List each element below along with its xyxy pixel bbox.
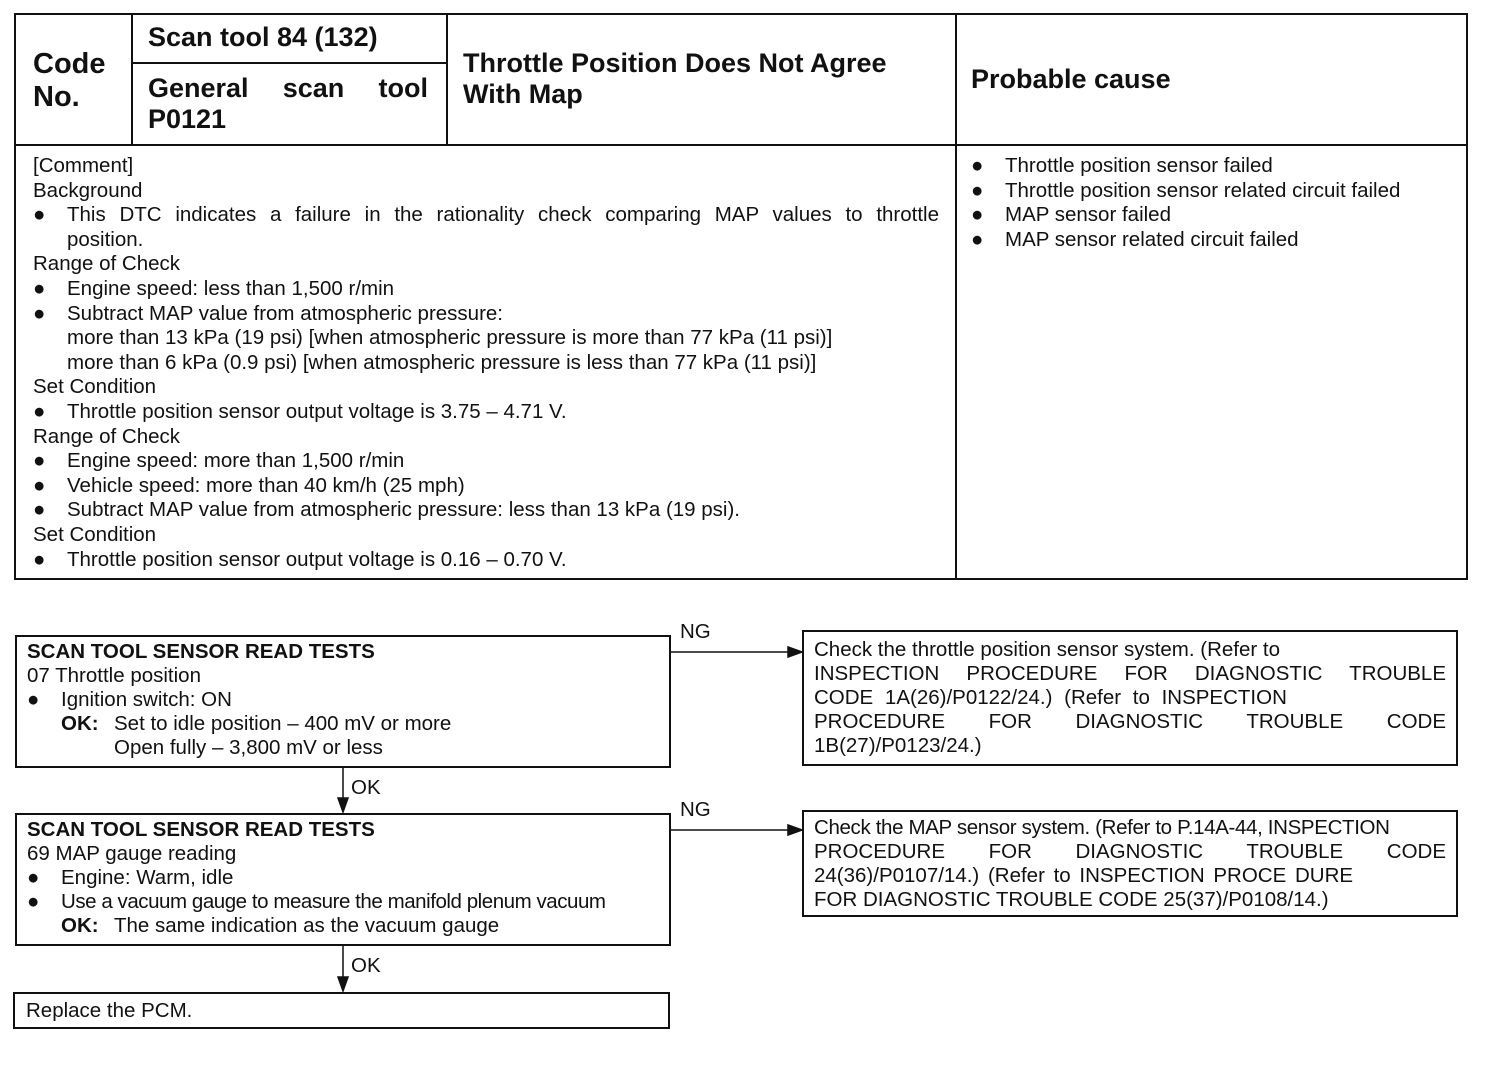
ng1-result-box — [802, 630, 1458, 766]
ng2-text-line: 24(36)/P0107/14.) (Refer to INSPECTION PROCE DURE — [814, 864, 1354, 887]
ng2-text-line: Check the MAP sensor system. (Refer to P.14A-44, INSPECTION — [814, 816, 1390, 839]
set-bullet: ● Throttle position sensor output voltage is 0.16 – 0.70 V. — [33, 547, 567, 571]
bullet-icon: ● — [971, 227, 984, 251]
dtc-title — [463, 48, 887, 110]
ng1-text-line: PROCEDURE FOR DIAGNOSTIC TROUBLE CODE — [814, 710, 1446, 733]
background-heading: Background — [33, 178, 143, 202]
bullet-icon: ● — [33, 276, 46, 300]
background-bullet-cont: position. — [67, 227, 144, 251]
set-condition-heading: Set Condition — [33, 375, 157, 399]
background-bullet: ● This DTC indicates a failure in the rationality check comparing MAP values to throttle — [33, 203, 939, 227]
ng2-result-box — [802, 810, 1458, 917]
dtc-title-line1: Throttle Position Does Not Agree — [463, 48, 887, 78]
step2-title: SCAN TOOL SENSOR READ TESTS — [27, 818, 375, 841]
col-divider-3 — [955, 13, 957, 580]
step2-item: 69 MAP gauge reading — [27, 842, 237, 865]
ng1-text-line: CODE 1A(26)/P0122/24.) (Refer to INSPECTION — [814, 686, 1287, 709]
ng1-arrowhead — [788, 647, 802, 657]
ng1-text-line: Check the throttle position sensor system. (Refer to — [814, 638, 1281, 661]
ng1-text-line: INSPECTION PROCEDURE FOR DIAGNOSTIC TROUBLE — [814, 662, 1446, 685]
bullet-icon: ● — [27, 688, 40, 711]
step2-bullet: ● Use a vacuum gauge to measure the manifold plenum vacuum — [27, 890, 606, 913]
step1-ok-line1: OK: Set to idle position – 400 mV or more — [61, 712, 452, 735]
ng2-text-line: FOR DIAGNOSTIC TROUBLE CODE 25(37)/P0108/14.) — [814, 888, 1329, 911]
bullet-icon: ● — [27, 890, 40, 913]
step2-ok-line: OK: The same indication as the vacuum gauge — [61, 914, 500, 937]
ok2-arrowhead — [338, 977, 348, 991]
ng1-label: NG — [680, 620, 711, 643]
bullet-icon: ● — [27, 866, 40, 889]
range-bullet: ● Engine speed: less than 1,500 r/min — [33, 276, 395, 300]
step1-title: SCAN TOOL SENSOR READ TESTS — [27, 640, 375, 663]
probable-cause-list — [971, 154, 1461, 252]
code-no-label — [33, 48, 106, 114]
range-of-check-heading: Range of Check — [33, 252, 181, 276]
step2-bullet: ● Engine: Warm, idle — [27, 866, 234, 889]
ok1-label: OK — [351, 776, 381, 799]
range-bullet-cont: more than 6 kPa (0.9 psi) [when atmospheric pressure is less than 77 kPa (11 psi)] — [67, 350, 817, 374]
final-action-text: Replace the PCM. — [26, 999, 193, 1022]
ok1-arrowhead — [338, 798, 348, 812]
code-label-line2: No. — [33, 81, 80, 113]
general-scan-tool-label: General scan tool — [148, 73, 428, 103]
ng2-arrowhead — [788, 825, 802, 835]
set-condition-heading: Set Condition — [33, 522, 157, 546]
range-of-check-heading: Range of Check — [33, 424, 181, 448]
bullet-icon: ● — [971, 154, 984, 177]
bullet-icon: ● — [33, 301, 46, 325]
col-divider-1 — [131, 13, 133, 145]
ng2-text-line: PROCEDURE FOR DIAGNOSTIC TROUBLE CODE — [814, 840, 1446, 863]
general-scan-tool-code — [148, 73, 428, 135]
comment-section — [33, 154, 939, 572]
range-bullet: ● Subtract MAP value from atmospheric pressure: — [33, 301, 503, 325]
general-scan-tool-value: P0121 — [148, 104, 227, 134]
bullet-icon: ● — [971, 178, 984, 202]
bullet-icon: ● — [33, 547, 46, 571]
header-divider — [14, 144, 1468, 146]
probable-cause-heading: Probable cause — [971, 64, 1171, 94]
cause-item: ● Throttle position sensor failed — [971, 154, 1273, 177]
cause-item: ● Throttle position sensor related circuit failed — [971, 178, 1401, 202]
step1-box — [15, 635, 671, 768]
dtc-title-line2: With Map — [463, 79, 583, 109]
bullet-icon: ● — [33, 473, 46, 497]
ok2-label: OK — [351, 954, 381, 977]
final-action-box — [13, 992, 670, 1029]
col-divider-2 — [446, 13, 448, 145]
set-bullet: ● Throttle position sensor output voltage is 3.75 – 4.71 V. — [33, 399, 567, 423]
comment-tag: [Comment] — [33, 154, 134, 177]
bullet-icon: ● — [971, 203, 984, 227]
ng1-text-line: 1B(27)/P0123/24.) — [814, 734, 982, 757]
range-bullet: ● Subtract MAP value from atmospheric pressure: less than 13 kPa (19 psi). — [33, 498, 741, 522]
scan-tool-divider — [131, 62, 447, 64]
bullet-icon: ● — [33, 498, 46, 522]
code-label-line1: Code — [33, 48, 106, 80]
bullet-icon: ● — [33, 399, 46, 423]
range-bullet: ● Engine speed: more than 1,500 r/min — [33, 449, 405, 473]
bullet-icon: ● — [33, 449, 46, 473]
step2-box — [15, 813, 671, 946]
bullet-icon: ● — [33, 203, 46, 227]
scan-tool-code: Scan tool 84 (132) — [148, 22, 378, 52]
range-bullet-cont: more than 13 kPa (19 psi) [when atmospheric pressure is more than 77 kPa (11 psi)] — [67, 326, 833, 350]
ng2-label: NG — [680, 798, 711, 821]
cause-item: ● MAP sensor failed — [971, 203, 1171, 227]
range-bullet: ● Vehicle speed: more than 40 km/h (25 mph) — [33, 473, 465, 497]
step1-bullet: ● Ignition switch: ON — [27, 688, 232, 711]
cause-item: ● MAP sensor related circuit failed — [971, 227, 1299, 251]
step1-item: 07 Throttle position — [27, 664, 201, 687]
step1-ok-line2: Open fully – 3,800 mV or less — [114, 736, 383, 759]
